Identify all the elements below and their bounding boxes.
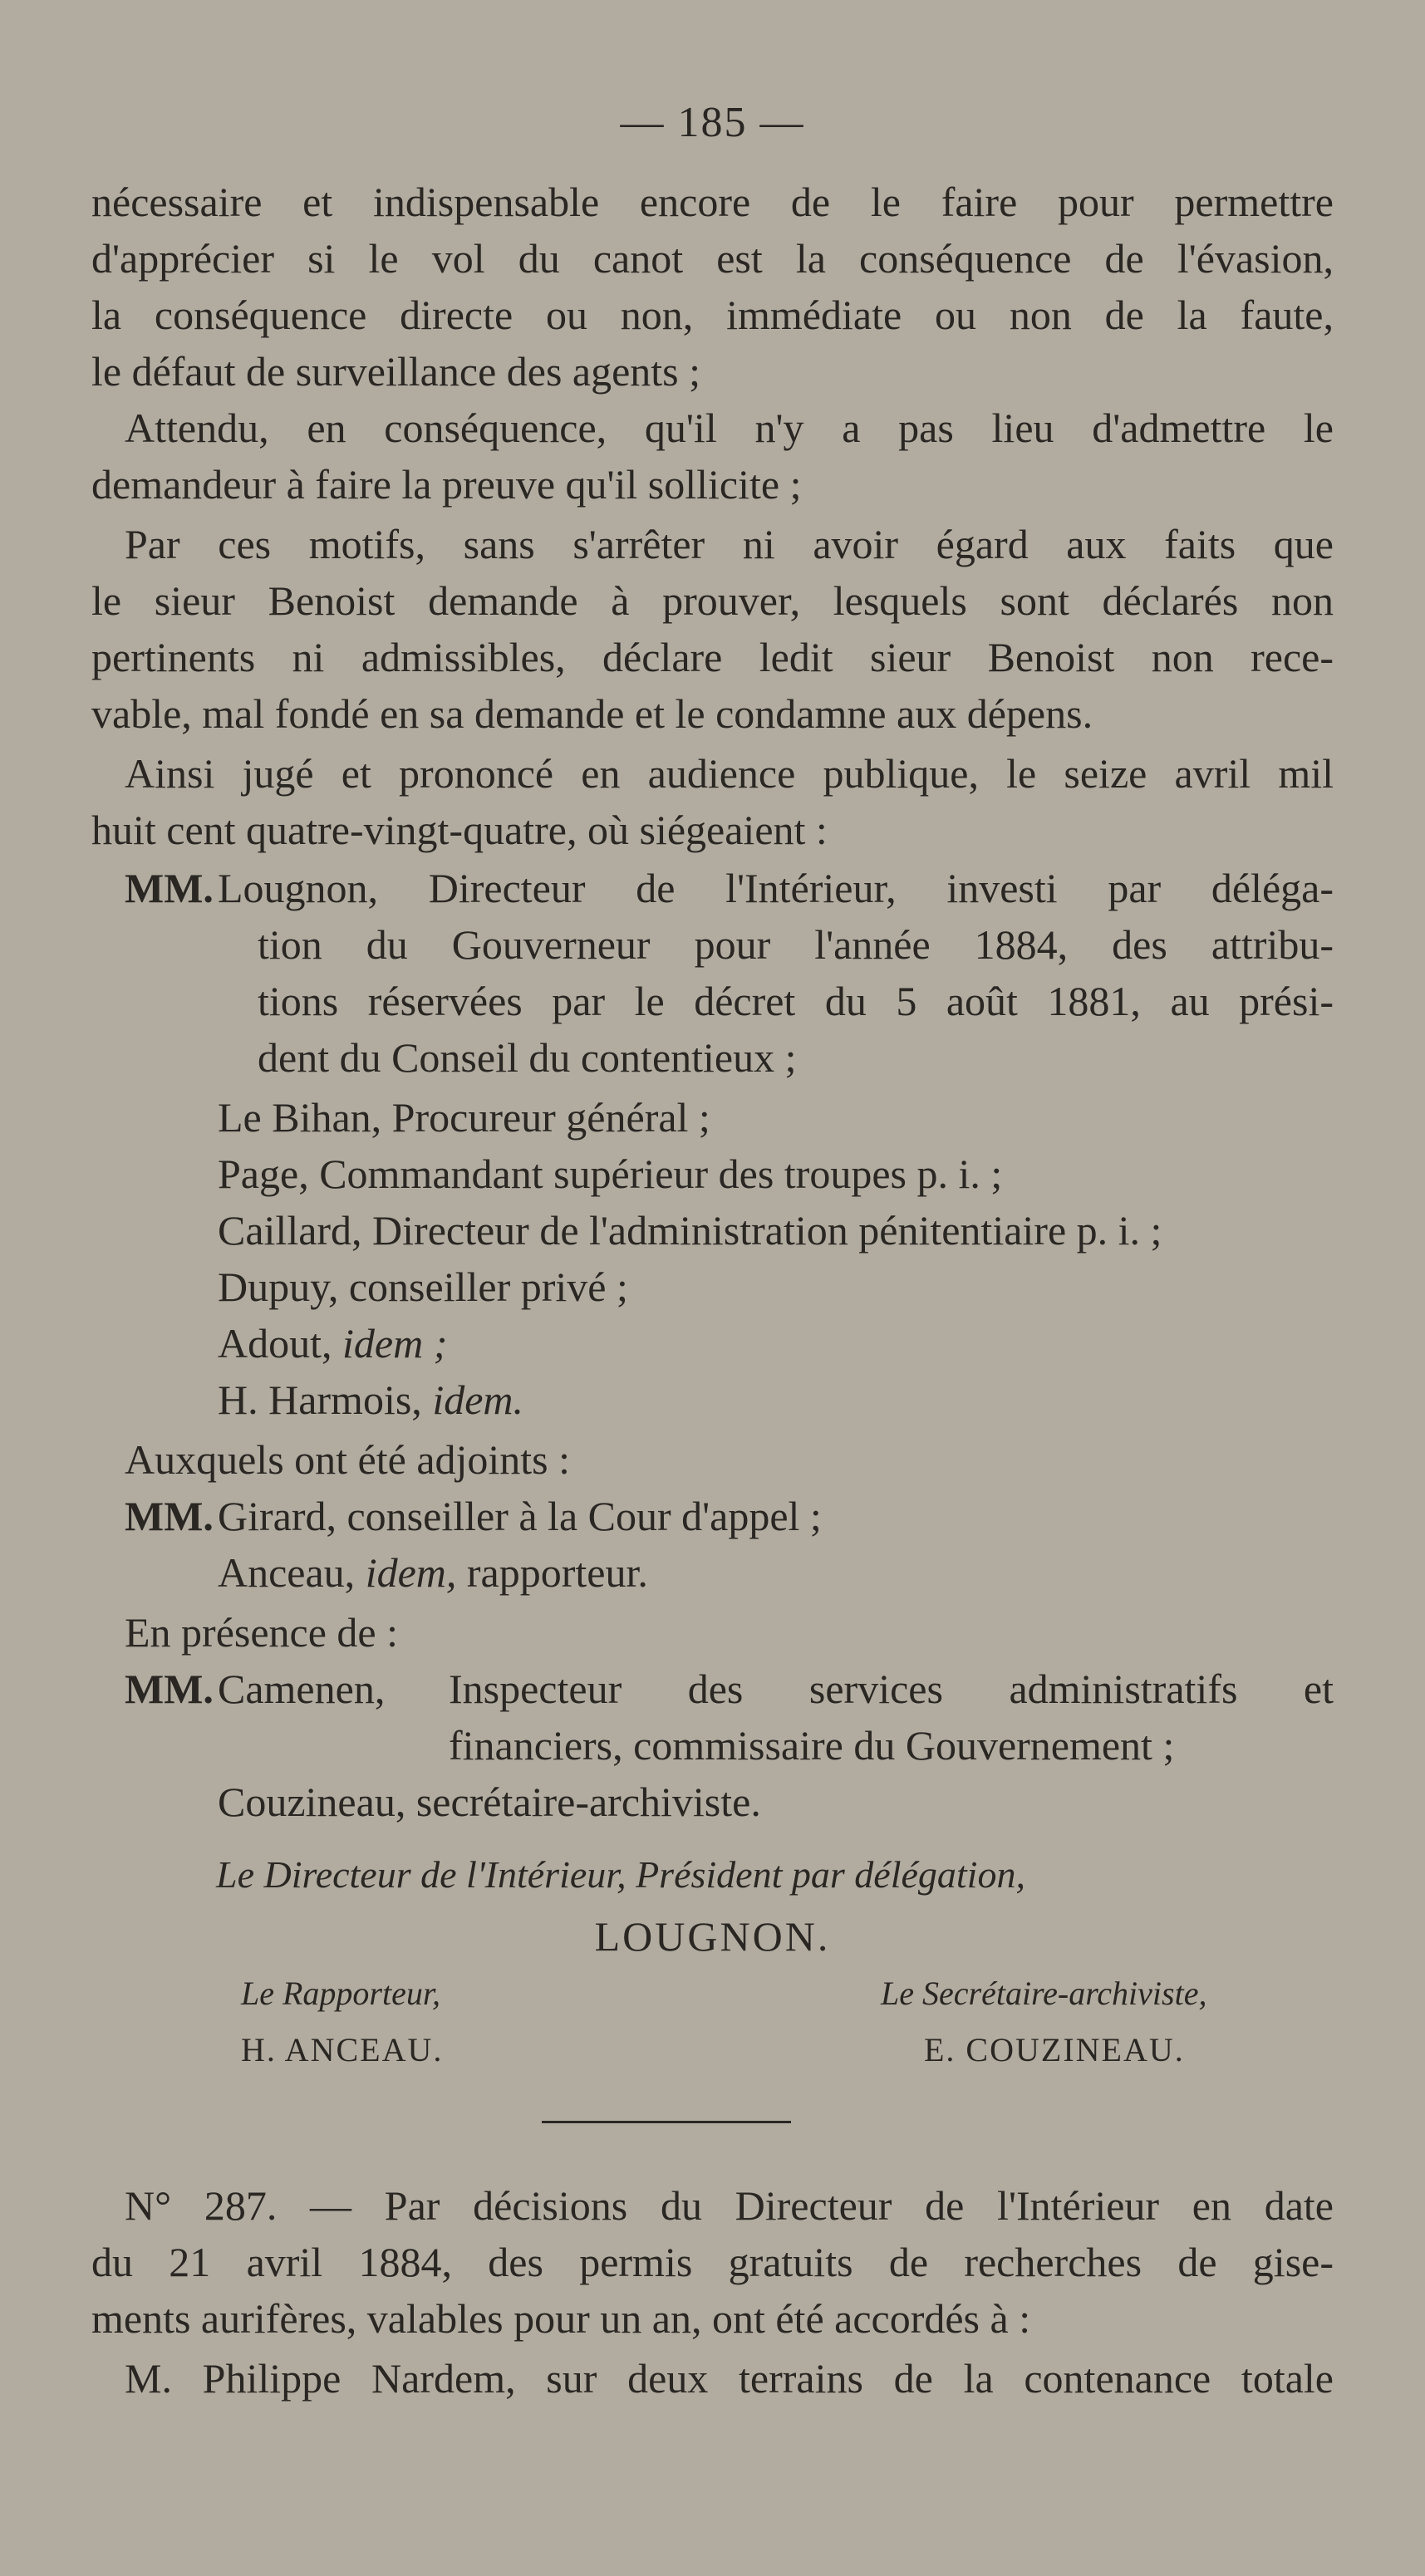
adjoints-heading: Auxquels ont été adjoints : <box>125 1436 571 1483</box>
member-lougnon-cont: dent du Conseil du contentieux ; <box>258 1034 797 1081</box>
text-line: d'apprécier si le vol du canot est la conséquence de l'évasion, <box>91 235 1334 282</box>
text-line: le défaut de surveillance des agents ; <box>91 348 701 395</box>
members-mm-label: MM. <box>125 865 214 911</box>
member-page: Page, Commandant supérieur des troupes p. i. ; <box>218 1151 1003 1197</box>
notice-line: du 21 avril 1884, des permis gratuits de recherches de gise- <box>91 2239 1334 2285</box>
notice-line: M. Philippe Nardem, sur deux terrains de la contenance totale <box>125 2355 1334 2402</box>
member-name: Adout, <box>218 1320 342 1367</box>
text-line: le sieur Benoist demande à prouver, lesquels sont déclarés non <box>91 577 1334 624</box>
member-caillard: Caillard, Directeur de l'administration pénitentiaire p. i. ; <box>218 1207 1162 1254</box>
president-name: LOUGNON. <box>594 1913 831 1960</box>
notice-line: ments aurifères, valables pour un an, ont été accordés à : <box>91 2295 1031 2342</box>
text-line: huit cent quatre-vingt-quatre, où siégeaient : <box>91 807 828 853</box>
text-line: Attendu, en conséquence, qu'il n'y a pas lieu d'admettre le <box>125 405 1334 451</box>
text-line: Ainsi jugé et prononcé en audience publique, le seize avril mil <box>125 750 1334 797</box>
member-le-bihan: Le Bihan, Procureur général ; <box>218 1094 710 1141</box>
presence-heading: En présence de : <box>125 1609 399 1656</box>
adjoint-girard: Girard, conseiller à la Cour d'appel ; <box>218 1493 822 1539</box>
idem-label: idem. <box>432 1376 524 1423</box>
member-name: H. Harmois, <box>218 1376 433 1423</box>
rapporteur-title: Le Rapporteur, <box>241 1975 440 2012</box>
member-adout <box>218 1320 448 1367</box>
idem-label: idem, <box>365 1549 457 1596</box>
section-divider <box>542 2121 791 2123</box>
president-title: Le Directeur de l'Intérieur, Président par délégation, <box>216 1853 1025 1896</box>
text-line: la conséquence directe ou non, immédiate ou non de la faute, <box>91 292 1334 338</box>
presence-mm-label: MM. <box>125 1666 214 1712</box>
rapporteur-name: H. ANCEAU. <box>241 2031 444 2068</box>
presence-camenen: Camenen, <box>218 1666 386 1712</box>
member-lougnon: Lougnon, Directeur de l'Intérieur, investi par déléga- <box>218 865 1334 911</box>
member-harmois <box>218 1376 524 1423</box>
page-number: — 185 — <box>620 99 805 146</box>
text-line: vable, mal fondé en sa demande et le condamne aux dépens. <box>91 690 1093 737</box>
text-line: nécessaire et indispensable encore de le faire pour permettre <box>91 179 1334 225</box>
member-lougnon-cont: tions réservées par le décret du 5 août 1881, au prési- <box>258 978 1334 1024</box>
member-dupuy: Dupuy, conseiller privé ; <box>218 1263 628 1310</box>
text-line: demandeur à faire la preuve qu'il sollicite ; <box>91 461 802 508</box>
adjoint-anceau <box>218 1549 648 1596</box>
presence-camenen-role-cont: financiers, commissaire du Gouvernement ; <box>449 1722 1175 1769</box>
idem-label: idem ; <box>342 1320 448 1367</box>
text-line: pertinents ni admissibles, déclare ledit sieur Benoist non rece- <box>91 634 1334 680</box>
member-name: Anceau, <box>218 1549 366 1596</box>
secretaire-title: Le Secrétaire-archiviste, <box>881 1975 1207 2012</box>
member-lougnon-cont: tion du Gouverneur pour l'année 1884, des attribu- <box>258 921 1334 968</box>
notice-line: N° 287. — Par décisions du Directeur de l'Intérieur en date <box>125 2182 1334 2229</box>
adjoints-mm-label: MM. <box>125 1493 214 1539</box>
text-line: Par ces motifs, sans s'arrêter ni avoir égard aux faits que <box>125 521 1334 567</box>
presence-couzineau: Couzineau, secrétaire-archiviste. <box>218 1779 761 1825</box>
member-role: rapporteur. <box>456 1549 648 1596</box>
secretaire-name: E. COUZINEAU. <box>924 2031 1185 2068</box>
presence-camenen-role: Inspecteur des services administratifs et <box>449 1666 1334 1712</box>
